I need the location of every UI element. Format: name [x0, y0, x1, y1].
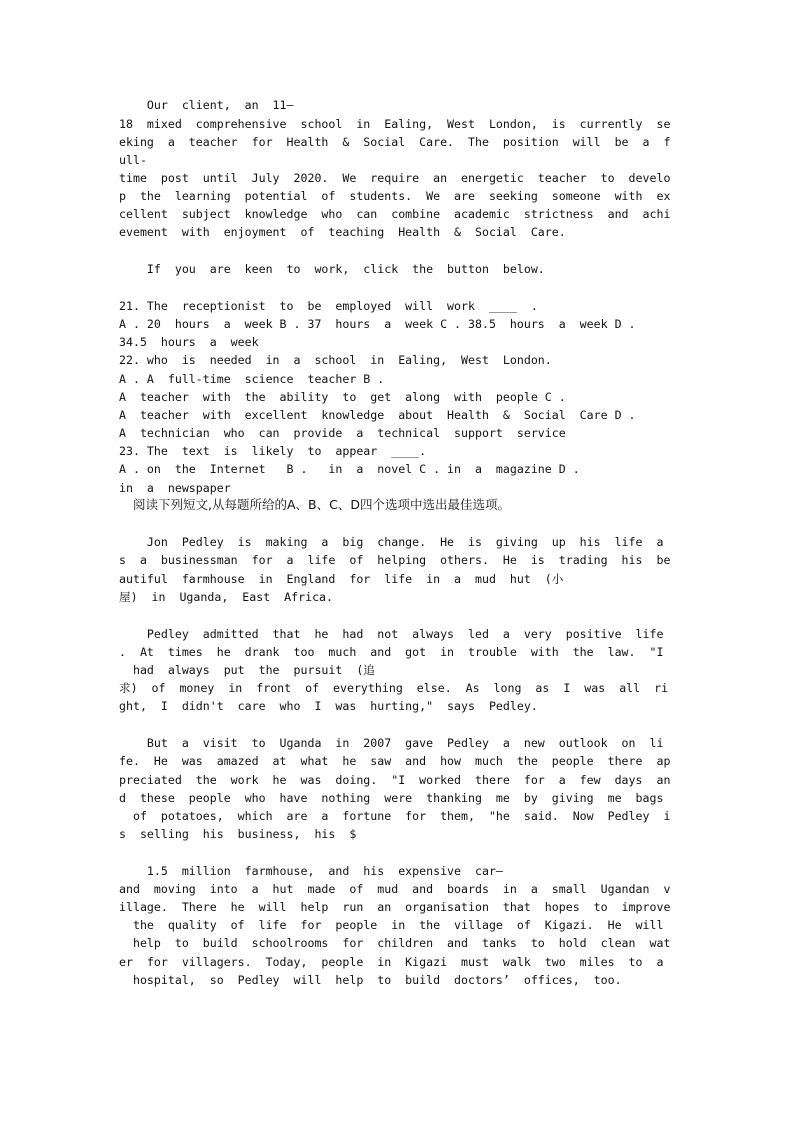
text-line: d these people who have nothing were thanking me by giving me bags — [119, 791, 664, 805]
text-line: er for villagers. Today, people in Kigazi must walk two miles to a — [119, 955, 664, 969]
question-options: A technician who can provide a technical support service — [119, 426, 566, 440]
text-line: illage. There he will help run an organisation that hopes to improve — [119, 900, 671, 914]
text-line: help to build schoolrooms for children and tanks to hold clean wat — [119, 936, 671, 950]
question-options: 34.5 hours a week — [119, 335, 259, 349]
text-line: 屋) in Uganda, East Africa. — [119, 590, 334, 604]
text-line: Pedley admitted that he had not always led a very positive life — [119, 627, 664, 641]
question-options: A . A full-time science teacher B . — [119, 372, 385, 386]
text-line: of potatoes, which are a fortune for them, "he said. Now Pedley i — [119, 809, 671, 823]
text-line: time post until July 2020. We require an energetic teacher to develo — [119, 171, 671, 185]
text-line: evement with enjoyment of teaching Health & Social Care. — [119, 225, 566, 239]
question-21: 21. The receptionist to be employed will work ____ . — [119, 299, 538, 313]
text-line: ull- — [119, 153, 147, 167]
text-line: had always put the pursuit (追 — [119, 663, 375, 677]
text-line: s a businessman for a life of helping others. He is trading his be — [119, 553, 671, 567]
text-line: autiful farmhouse in England for life in a mud hut (小 — [119, 572, 564, 586]
question-options: A . 20 hours a week B . 37 hours a week C . 38.5 hours a week D . — [119, 317, 636, 331]
question-options: A . on the Internet B . in a novel C . in a magazine D . — [119, 462, 580, 476]
text-line: hospital, so Pedley will help to build doctors’ offices, too. — [119, 973, 622, 987]
question-options: A teacher with the ability to get along with people C . — [119, 390, 566, 404]
text-line: s selling his business, his $ — [119, 827, 357, 841]
question-22: 22. who is needed in a school in Ealing, West London. — [119, 353, 552, 367]
text-line: Our client, an 11— — [119, 98, 294, 112]
text-line: preciated the work he was doing. "I worked there for a few days an — [119, 773, 671, 787]
question-options: A teacher with excellent knowledge about Health & Social Care D . — [119, 408, 636, 422]
text-line: 1.5 million farmhouse, and his expensive car— — [119, 864, 503, 878]
text-line: If you are keen to work, click the button below. — [119, 262, 545, 276]
text-line: . At times he drank too much and got in trouble with the law. "I — [119, 645, 664, 659]
text-line: 18 mixed comprehensive school in Ealing, West London, is currently se — [119, 117, 671, 131]
question-23: 23. The text is likely to appear ____. — [119, 444, 427, 458]
text-line: 求) of money in front of everything else. As long as I was all ri — [119, 681, 669, 695]
section-instruction: 阅读下列短文,从每题所给的A、B、C、D四个选项中选出最佳选项。 — [133, 497, 510, 512]
text-line: p the learning potential of students. We are seeking someone with ex — [119, 189, 671, 203]
text-line: cellent subject knowledge who can combine academic strictness and achi — [119, 207, 671, 221]
text-line: fe. He was amazed at what he saw and how much the people there ap — [119, 754, 671, 768]
text-line: But a visit to Uganda in 2007 gave Pedley a new outlook on li — [119, 736, 664, 750]
text-line: Jon Pedley is making a big change. He is giving up his life a — [119, 535, 664, 549]
text-line: and moving into a hut made of mud and boards in a small Ugandan v — [119, 882, 671, 896]
text-line: ght, I didn't care who I was hurting," says Pedley. — [119, 699, 538, 713]
question-options: in a newspaper — [119, 481, 231, 495]
text-line: eking a teacher for Health & Social Care. The position will be a f — [119, 135, 671, 149]
text-line: the quality of life for people in the village of Kigazi. He will — [119, 918, 664, 932]
